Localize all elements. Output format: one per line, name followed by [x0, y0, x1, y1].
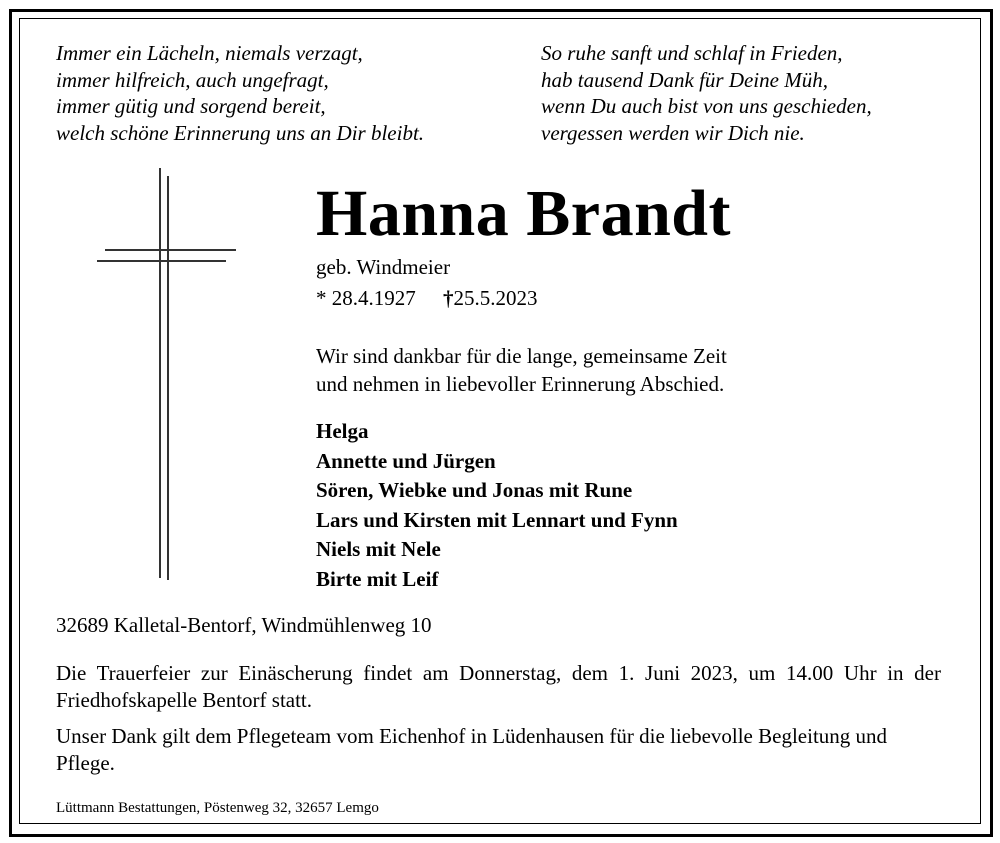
birth-name: geb. Windmeier — [316, 255, 451, 279]
birth-date: 28.4.1927 — [331, 286, 416, 310]
poem-right-line: hab tausend Dank für Deine Müh, — [541, 67, 828, 92]
mourner-entry: Lars und Kirsten mit Lennart und Fynn — [316, 507, 678, 532]
ceremony-notice: Die Trauerfeier zur Einäscherung findet am Donnerstag, dem 1. Juni 2023, um 14.00 Uhr in der Friedhofskapelle Bentorf statt. — [56, 661, 941, 712]
birth-symbol: * — [316, 286, 327, 310]
poem-left-line: immer hilfreich, auch ungefragt, — [56, 67, 329, 92]
undertaker-info: Lüttmann Bestattungen, Pöstenweg 32, 32657 Lemgo — [56, 800, 379, 816]
death-date: 25.5.2023 — [453, 286, 538, 310]
family-address: 32689 Kalletal-Bentorf, Windmühlenweg 10 — [56, 613, 432, 637]
death-symbol: † — [443, 286, 454, 310]
gratitude-line: Wir sind dankbar für die lange, gemeinsame Zeit — [316, 344, 727, 368]
mourner-entry: Niels mit Nele — [316, 537, 441, 562]
deceased-name: Hanna Brandt — [316, 177, 731, 250]
poem-right-line: So ruhe sanft und schlaf in Frieden, — [541, 41, 843, 65]
mourner-entry: Annette und Jürgen — [316, 448, 496, 473]
poem-left-line: immer gütig und sorgend bereit, — [56, 94, 326, 118]
poem-right — [541, 40, 872, 146]
gratitude-text — [316, 342, 727, 398]
mourner-entry: Birte mit Leif — [316, 566, 439, 591]
poem-left-line: Immer ein Lächeln, niemals verzagt, — [56, 41, 363, 65]
poem-left — [56, 40, 424, 146]
thanks-notice: Unser Dank gilt dem Pflegeteam vom Eichenhof in Lüdenhausen für die liebevolle Begleitung und Pflege. — [56, 724, 888, 775]
mourner-entry: Helga — [316, 419, 369, 443]
poem-right-line: vergessen werden wir Dich nie. — [541, 120, 805, 145]
mourner-entry: Sören, Wiebke und Jonas mit Rune — [316, 478, 633, 503]
poem-left-line: welch schöne Erinnerung uns an Dir bleibt. — [56, 120, 425, 145]
mourners-list — [316, 417, 678, 595]
life-dates — [316, 285, 538, 311]
cross-icon — [95, 168, 240, 580]
gratitude-line: und nehmen in liebevoller Erinnerung Abschied. — [316, 372, 725, 396]
poem-right-line: wenn Du auch bist von uns geschieden, — [541, 94, 872, 118]
